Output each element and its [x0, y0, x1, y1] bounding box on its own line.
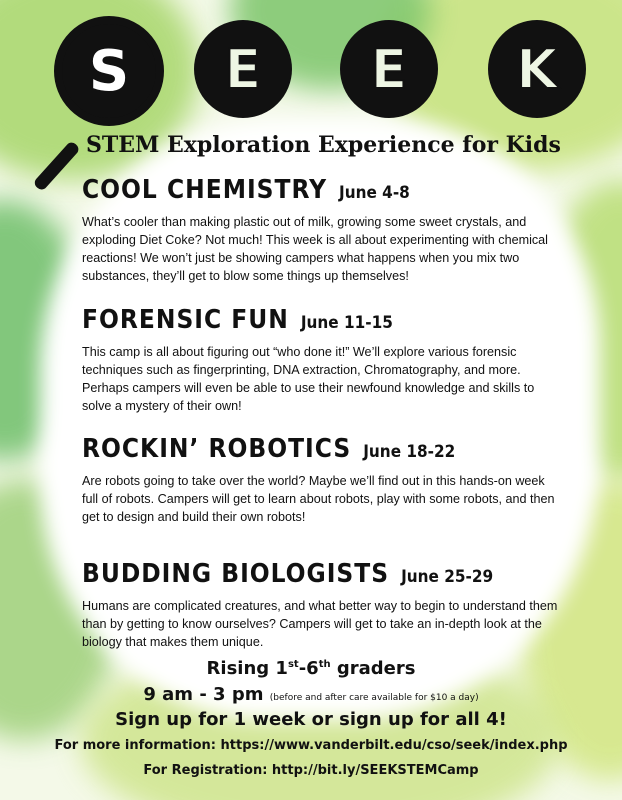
- section-date: June 11-15: [300, 313, 393, 333]
- section-heading: [82, 558, 564, 593]
- section-heading: [82, 174, 564, 209]
- seek-letter-s: S: [88, 38, 130, 104]
- section-date: June 4-8: [339, 183, 410, 203]
- seek-letter-k: K: [516, 37, 558, 101]
- section-title: ROCKIN’ ROBOTICS: [82, 434, 352, 464]
- section-body: What’s cooler than making plastic out of milk, growing some sweet crystals, and exploding Diet Coke? Not much! This week is all about experimenting with chemical reactions! We won’t just be showing campers what happens when you mix two substances, they’ll get to blow some things up themselves!: [82, 215, 548, 283]
- seek-letter-circle-3: [488, 20, 586, 118]
- section-body: This camp is all about figuring out “who done it!” We’ll explore various forensic techniques such as fingerprinting, DNA extraction, Chromatography, and more. Perhaps campers will even be able to use their newfound knowledge and skills to solve a mystery of their own!: [82, 345, 535, 413]
- section-date: June 25-29: [401, 567, 494, 587]
- magnifying-glass-icon: [54, 16, 164, 126]
- seek-letter-circle-1: [194, 20, 292, 118]
- grades-text: -6: [298, 658, 319, 679]
- time-text: 9 am - 3 pm: [143, 684, 264, 705]
- section-date: June 18-22: [363, 442, 456, 462]
- grades-sup: st: [287, 659, 299, 670]
- magnifying-glass-handle: [32, 140, 80, 192]
- section-rockin-robotics: [82, 433, 564, 526]
- section-cool-chemistry: [82, 174, 564, 285]
- section-budding-biologists: [82, 558, 564, 651]
- seek-letter-e1: E: [224, 37, 262, 101]
- seek-letter-circle-2: [340, 20, 438, 118]
- signup-line: Sign up for 1 week or sign up for all 4!: [115, 709, 507, 730]
- section-heading: [82, 433, 564, 468]
- time-note: (before and after care available for $10 a day): [269, 693, 479, 703]
- time-line: [0, 684, 622, 705]
- grades-sup: th: [318, 659, 331, 670]
- grades-text: graders: [330, 658, 416, 679]
- seek-logo: [60, 20, 610, 120]
- section-title: FORENSIC FUN: [82, 305, 289, 335]
- section-body: Are robots going to take over the world? Maybe we’ll find out in this hands-on week full of robots. Campers will get to learn about robots, play with some robots, and then get to design and build their own robots!: [82, 474, 555, 524]
- section-heading: [82, 304, 564, 339]
- grades-text: Rising 1: [206, 658, 288, 679]
- grades-line: [0, 658, 622, 679]
- page-subtitle: STEM Exploration Experience for Kids: [86, 132, 561, 158]
- section-forensic-fun: [82, 304, 564, 415]
- seek-letter-e2: E: [370, 37, 408, 101]
- info-link[interactable]: For more information: https://www.vanderbilt.edu/cso/seek/index.php: [54, 738, 568, 753]
- section-body: Humans are complicated creatures, and what better way to begin to understand them than by getting to know ourselves? Campers will get to take an in-depth look at the biology that makes them unique.: [82, 599, 558, 649]
- registration-link[interactable]: For Registration: http://bit.ly/SEEKSTEMCamp: [143, 763, 479, 778]
- section-title: COOL CHEMISTRY: [82, 175, 328, 205]
- section-title: BUDDING BIOLOGISTS: [82, 559, 390, 589]
